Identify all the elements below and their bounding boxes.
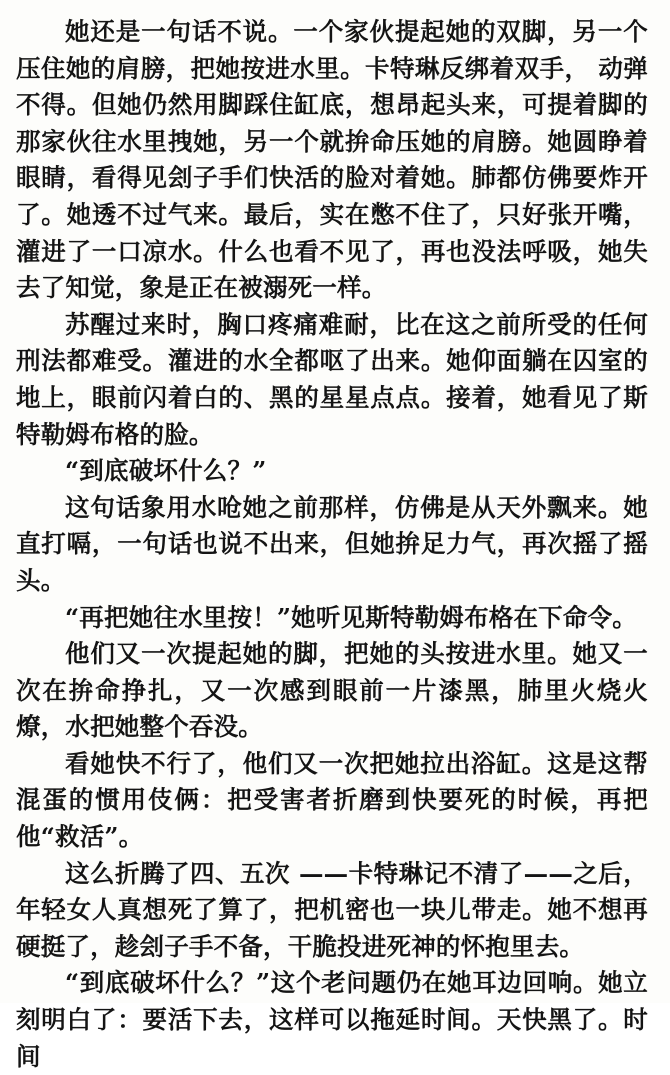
paragraph-2: 苏醒过来时，胸口疼痛难耐，比在这之前所受的任何刑法都难受。灌进的水全都呕了出来。她仰面躺在囚室的地上，眼前闪着白的、黑的星星点点。接着，她看见了斯特勒姆布格的脸。 (16, 309, 648, 449)
paragraph-9-dialogue: “到底破坏什么？”这个老问题仍在她耳边回响。她立刻明白了：要活下去，这样可以拖延时间。天快黑了。时间 (16, 968, 648, 1071)
paragraph-4: 这句话象用水呛她之前那样，仿佛是从天外飘来。她直打嗝，一句话也说不出来，但她拚足力气，再次摇了摇头。 (16, 492, 648, 595)
paragraph-3-dialogue: “到底破坏什么？” (65, 456, 267, 486)
paragraph-8: 这么折腾了四、五次 ——卡特琳记不清了——之后，年轻女人真想死了算了，把机密也一块儿带走。她不想再硬挺了，趁刽子手不备，干脆投进死神的怀抱里去。 (16, 858, 648, 961)
paragraph-5-dialogue: “再把她往水里按！”她听见斯特勒姆布格在下命令。 (65, 602, 637, 632)
paragraph-1: 她还是一句话不说。一个家伙提起她的双脚，另一个压住她的肩膀，把她按进水里。卡特琳反绑着双手， 动弹不得。但她仍然用脚踩住缸底，想昂起头来，可提着脚的那家伙往水里拽她，另一个就拚命压她的肩膀。她圆睁着眼睛，看得见刽子手们快活的脸对着她。肺都仿佛要炸开了。她透不过气来。最后，实在憋不住了，只好张开嘴，灌进了一口凉水。什么也看不见了，再也没法呼吸，她失去了知觉，象是正在被溺死一样。 (16, 17, 648, 303)
paragraph-6: 他们又一次提起她的脚，把她的头按进水里。她又一次在拚命挣扎，又一次感到眼前一片漆黑，肺里火烧火燎，水把她整个吞没。 (16, 639, 648, 742)
page-text-body (16, 14, 648, 1075)
paragraph-7: 看她快不行了，他们又一次把她拉出浴缸。这是这帮混蛋的惯用伎俩：把受害者折磨到快要死的时候，再把他“救活”。 (16, 748, 648, 852)
